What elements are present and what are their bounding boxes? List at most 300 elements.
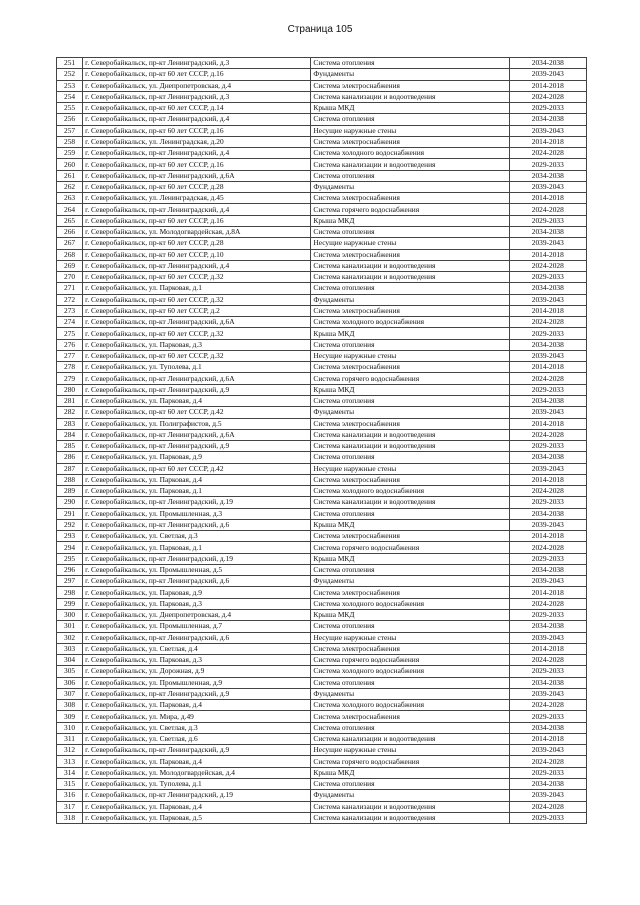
system-cell: Крыша МКД bbox=[311, 553, 509, 564]
period-cell: 2024-2028 bbox=[509, 91, 586, 102]
period-cell: 2024-2028 bbox=[509, 317, 586, 328]
address-cell: г. Северобайкальск, пр-кт Ленинградский, д.6А bbox=[83, 170, 311, 181]
row-number: 290 bbox=[57, 497, 83, 508]
row-number: 297 bbox=[57, 576, 83, 587]
period-cell: 2039-2043 bbox=[509, 463, 586, 474]
period-cell: 2029-2033 bbox=[509, 553, 586, 564]
period-cell: 2014-2018 bbox=[509, 643, 586, 654]
address-cell: г. Северобайкальск, пр-кт 60 лет СССР, д.14 bbox=[83, 103, 311, 114]
address-cell: г. Северобайкальск, ул. Мира, д.49 bbox=[83, 711, 311, 722]
row-number: 277 bbox=[57, 350, 83, 361]
system-cell: Фундаменты bbox=[311, 688, 509, 699]
table-row bbox=[57, 181, 587, 192]
row-number: 313 bbox=[57, 756, 83, 767]
system-cell: Система электроснабжения bbox=[311, 249, 509, 260]
table-row bbox=[57, 610, 587, 621]
system-cell: Система отопления bbox=[311, 621, 509, 632]
system-cell: Система канализации и водоотведения bbox=[311, 91, 509, 102]
row-number: 303 bbox=[57, 643, 83, 654]
table-row bbox=[57, 779, 587, 790]
table-row bbox=[57, 486, 587, 497]
row-number: 299 bbox=[57, 598, 83, 609]
address-cell: г. Северобайкальск, ул. Парковая, д.4 bbox=[83, 474, 311, 485]
table-row bbox=[57, 103, 587, 114]
row-number: 273 bbox=[57, 305, 83, 316]
row-number: 314 bbox=[57, 767, 83, 778]
row-number: 276 bbox=[57, 339, 83, 350]
table-row bbox=[57, 238, 587, 249]
address-cell: г. Северобайкальск, пр-кт Ленинградский, д.9 bbox=[83, 745, 311, 756]
period-cell: 2014-2018 bbox=[509, 733, 586, 744]
system-cell: Система электроснабжения bbox=[311, 418, 509, 429]
table-row bbox=[57, 294, 587, 305]
address-cell: г. Северобайкальск, ул. Светлая, д.6 bbox=[83, 733, 311, 744]
system-cell: Система электроснабжения bbox=[311, 474, 509, 485]
row-number: 253 bbox=[57, 80, 83, 91]
system-cell: Крыша МКД bbox=[311, 103, 509, 114]
system-cell: Несущие наружные стены bbox=[311, 350, 509, 361]
address-cell: г. Северобайкальск, ул. Парковая, д.3 bbox=[83, 655, 311, 666]
period-cell: 2024-2028 bbox=[509, 801, 586, 812]
system-cell: Система холодного водоснабжения bbox=[311, 148, 509, 159]
system-cell: Фундаменты bbox=[311, 407, 509, 418]
row-number: 263 bbox=[57, 193, 83, 204]
period-cell: 2014-2018 bbox=[509, 136, 586, 147]
system-cell: Фундаменты bbox=[311, 576, 509, 587]
address-cell: г. Северобайкальск, пр-кт Ленинградский, д.6 bbox=[83, 632, 311, 643]
address-cell: г. Северобайкальск, пр-кт 60 лет СССР, д.16 bbox=[83, 69, 311, 80]
period-cell: 2014-2018 bbox=[509, 531, 586, 542]
system-cell: Фундаменты bbox=[311, 69, 509, 80]
address-cell: г. Северобайкальск, пр-кт 60 лет СССР, д.32 bbox=[83, 350, 311, 361]
table-row bbox=[57, 643, 587, 654]
address-cell: г. Северобайкальск, пр-кт 60 лет СССР, д.16 bbox=[83, 125, 311, 136]
row-number: 285 bbox=[57, 441, 83, 452]
row-number: 264 bbox=[57, 204, 83, 215]
system-cell: Система отопления bbox=[311, 339, 509, 350]
table-row bbox=[57, 508, 587, 519]
address-cell: г. Северобайкальск, ул. Туполева, д.1 bbox=[83, 779, 311, 790]
address-cell: г. Северобайкальск, пр-кт Ленинградский, д.19 bbox=[83, 497, 311, 508]
table-row bbox=[57, 745, 587, 756]
system-cell: Система электроснабжения bbox=[311, 193, 509, 204]
address-cell: г. Северобайкальск, ул. Дорожная, д.9 bbox=[83, 666, 311, 677]
row-number: 286 bbox=[57, 452, 83, 463]
period-cell: 2029-2033 bbox=[509, 159, 586, 170]
system-cell: Фундаменты bbox=[311, 294, 509, 305]
address-cell: г. Северобайкальск, ул. Промышленная, д.5 bbox=[83, 564, 311, 575]
system-cell: Система холодного водоснабжения bbox=[311, 317, 509, 328]
system-cell: Система отопления bbox=[311, 170, 509, 181]
address-cell: г. Северобайкальск, пр-кт 60 лет СССР, д.16 bbox=[83, 215, 311, 226]
table-row bbox=[57, 598, 587, 609]
address-cell: г. Северобайкальск, пр-кт Ленинградский, д.9 bbox=[83, 384, 311, 395]
system-cell: Система канализации и водоотведения bbox=[311, 272, 509, 283]
address-cell: г. Северобайкальск, пр-кт Ленинградский, д.4 bbox=[83, 204, 311, 215]
row-number: 281 bbox=[57, 395, 83, 406]
period-cell: 2029-2033 bbox=[509, 812, 586, 823]
address-cell: г. Северобайкальск, ул. Светлая, д.3 bbox=[83, 531, 311, 542]
address-cell: г. Северобайкальск, ул. Парковая, д.9 bbox=[83, 452, 311, 463]
system-cell: Несущие наружные стены bbox=[311, 632, 509, 643]
table-row bbox=[57, 305, 587, 316]
period-cell: 2024-2028 bbox=[509, 204, 586, 215]
table-body bbox=[57, 58, 587, 824]
address-cell: г. Северобайкальск, ул. Парковая, д.4 bbox=[83, 756, 311, 767]
row-number: 296 bbox=[57, 564, 83, 575]
period-cell: 2039-2043 bbox=[509, 350, 586, 361]
address-cell: г. Северобайкальск, ул. Парковая, д.1 bbox=[83, 283, 311, 294]
row-number: 309 bbox=[57, 711, 83, 722]
address-cell: г. Северобайкальск, ул. Ленинградская, д.45 bbox=[83, 193, 311, 204]
system-cell: Система электроснабжения bbox=[311, 80, 509, 91]
system-cell: Система холодного водоснабжения bbox=[311, 486, 509, 497]
table-row bbox=[57, 519, 587, 530]
period-cell: 2034-2038 bbox=[509, 283, 586, 294]
table-row bbox=[57, 812, 587, 823]
row-number: 317 bbox=[57, 801, 83, 812]
row-number: 269 bbox=[57, 260, 83, 271]
address-cell: г. Северобайкальск, пр-кт 60 лет СССР, д.42 bbox=[83, 463, 311, 474]
table-row bbox=[57, 632, 587, 643]
system-cell: Система отопления bbox=[311, 452, 509, 463]
table-row bbox=[57, 69, 587, 80]
period-cell: 2029-2033 bbox=[509, 441, 586, 452]
address-cell: г. Северобайкальск, ул. Парковая, д.4 bbox=[83, 395, 311, 406]
row-number: 315 bbox=[57, 779, 83, 790]
system-cell: Система отопления bbox=[311, 677, 509, 688]
row-number: 289 bbox=[57, 486, 83, 497]
table-row bbox=[57, 722, 587, 733]
period-cell: 2034-2038 bbox=[509, 677, 586, 688]
period-cell: 2029-2033 bbox=[509, 497, 586, 508]
row-number: 283 bbox=[57, 418, 83, 429]
row-number: 308 bbox=[57, 700, 83, 711]
row-number: 272 bbox=[57, 294, 83, 305]
period-cell: 2029-2033 bbox=[509, 328, 586, 339]
system-cell: Система канализации и водоотведения bbox=[311, 801, 509, 812]
period-cell: 2024-2028 bbox=[509, 756, 586, 767]
period-cell: 2034-2038 bbox=[509, 170, 586, 181]
row-number: 305 bbox=[57, 666, 83, 677]
period-cell: 2029-2033 bbox=[509, 215, 586, 226]
table-row bbox=[57, 350, 587, 361]
address-cell: г. Северобайкальск, ул. Днепропетровская, д.4 bbox=[83, 80, 311, 91]
row-number: 300 bbox=[57, 610, 83, 621]
row-number: 256 bbox=[57, 114, 83, 125]
period-cell: 2039-2043 bbox=[509, 519, 586, 530]
address-cell: г. Северобайкальск, пр-кт Ленинградский, д.19 bbox=[83, 790, 311, 801]
system-cell: Система электроснабжения bbox=[311, 587, 509, 598]
table-row bbox=[57, 170, 587, 181]
period-cell: 2034-2038 bbox=[509, 226, 586, 237]
address-cell: г. Северобайкальск, ул. Молодогвардейская, д.4 bbox=[83, 767, 311, 778]
system-cell: Система горячего водоснабжения bbox=[311, 542, 509, 553]
address-cell: г. Северобайкальск, ул. Ленинградская, д.20 bbox=[83, 136, 311, 147]
row-number: 270 bbox=[57, 272, 83, 283]
row-number: 252 bbox=[57, 69, 83, 80]
address-cell: г. Северобайкальск, пр-кт Ленинградский, д.6 bbox=[83, 519, 311, 530]
address-cell: г. Северобайкальск, ул. Парковая, д.9 bbox=[83, 587, 311, 598]
address-cell: г. Северобайкальск, ул. Парковая, д.3 bbox=[83, 339, 311, 350]
address-cell: г. Северобайкальск, пр-кт 60 лет СССР, д.28 bbox=[83, 238, 311, 249]
period-cell: 2034-2038 bbox=[509, 621, 586, 632]
row-number: 310 bbox=[57, 722, 83, 733]
address-cell: г. Северобайкальск, пр-кт Ленинградский, д.4 bbox=[83, 148, 311, 159]
system-cell: Система горячего водоснабжения bbox=[311, 655, 509, 666]
address-cell: г. Северобайкальск, ул. Парковая, д.4 bbox=[83, 801, 311, 812]
row-number: 254 bbox=[57, 91, 83, 102]
row-number: 275 bbox=[57, 328, 83, 339]
system-cell: Крыша МКД bbox=[311, 610, 509, 621]
address-cell: г. Северобайкальск, пр-кт 60 лет СССР, д.10 bbox=[83, 249, 311, 260]
address-cell: г. Северобайкальск, пр-кт Ленинградский, д.4 bbox=[83, 260, 311, 271]
system-cell: Система отопления bbox=[311, 226, 509, 237]
period-cell: 2014-2018 bbox=[509, 474, 586, 485]
table-row bbox=[57, 395, 587, 406]
period-cell: 2014-2018 bbox=[509, 193, 586, 204]
table-row bbox=[57, 114, 587, 125]
table-row bbox=[57, 328, 587, 339]
table-row bbox=[57, 283, 587, 294]
row-number: 279 bbox=[57, 373, 83, 384]
address-cell: г. Северобайкальск, ул. Промышленная, д.3 bbox=[83, 508, 311, 519]
period-cell: 2014-2018 bbox=[509, 587, 586, 598]
period-cell: 2034-2038 bbox=[509, 114, 586, 125]
system-cell: Система канализации и водоотведения bbox=[311, 429, 509, 440]
address-cell: г. Северобайкальск, пр-кт Ленинградский, д.6А bbox=[83, 429, 311, 440]
table-row bbox=[57, 497, 587, 508]
period-cell: 2014-2018 bbox=[509, 418, 586, 429]
row-number: 255 bbox=[57, 103, 83, 114]
row-number: 293 bbox=[57, 531, 83, 542]
system-cell: Система канализации и водоотведения bbox=[311, 260, 509, 271]
system-cell: Система отопления bbox=[311, 722, 509, 733]
period-cell: 2039-2043 bbox=[509, 69, 586, 80]
address-cell: г. Северобайкальск, ул. Парковая, д.1 bbox=[83, 542, 311, 553]
period-cell: 2014-2018 bbox=[509, 305, 586, 316]
table-row bbox=[57, 790, 587, 801]
period-cell: 2039-2043 bbox=[509, 181, 586, 192]
table-row bbox=[57, 801, 587, 812]
period-cell: 2024-2028 bbox=[509, 429, 586, 440]
address-cell: г. Северобайкальск, пр-кт Ленинградский, д.9 bbox=[83, 441, 311, 452]
address-cell: г. Северобайкальск, ул. Промышленная, д.9 bbox=[83, 677, 311, 688]
address-cell: г. Северобайкальск, пр-кт Ленинградский, д.3 bbox=[83, 58, 311, 69]
address-cell: г. Северобайкальск, пр-кт 60 лет СССР, д.2 bbox=[83, 305, 311, 316]
system-cell: Система холодного водоснабжения bbox=[311, 598, 509, 609]
period-cell: 2034-2038 bbox=[509, 779, 586, 790]
address-cell: г. Северобайкальск, пр-кт Ленинградский, д.19 bbox=[83, 553, 311, 564]
row-number: 295 bbox=[57, 553, 83, 564]
period-cell: 2024-2028 bbox=[509, 700, 586, 711]
address-cell: г. Северобайкальск, пр-кт 60 лет СССР, д.16 bbox=[83, 159, 311, 170]
period-cell: 2039-2043 bbox=[509, 745, 586, 756]
table-row bbox=[57, 587, 587, 598]
period-cell: 2034-2038 bbox=[509, 395, 586, 406]
period-cell: 2034-2038 bbox=[509, 564, 586, 575]
row-number: 311 bbox=[57, 733, 83, 744]
row-number: 268 bbox=[57, 249, 83, 260]
table-row bbox=[57, 767, 587, 778]
row-number: 291 bbox=[57, 508, 83, 519]
system-cell: Система канализации и водоотведения bbox=[311, 159, 509, 170]
row-number: 316 bbox=[57, 790, 83, 801]
system-cell: Крыша МКД bbox=[311, 384, 509, 395]
table-row bbox=[57, 260, 587, 271]
system-cell: Система отопления bbox=[311, 114, 509, 125]
row-number: 288 bbox=[57, 474, 83, 485]
period-cell: 2034-2038 bbox=[509, 452, 586, 463]
period-cell: 2024-2028 bbox=[509, 373, 586, 384]
row-number: 274 bbox=[57, 317, 83, 328]
row-number: 298 bbox=[57, 587, 83, 598]
table-row bbox=[57, 249, 587, 260]
system-cell: Система отопления bbox=[311, 564, 509, 575]
system-cell: Система канализации и водоотведения bbox=[311, 441, 509, 452]
address-cell: г. Северобайкальск, ул. Парковая, д.5 bbox=[83, 812, 311, 823]
row-number: 312 bbox=[57, 745, 83, 756]
address-cell: г. Северобайкальск, ул. Промышленная, д.7 bbox=[83, 621, 311, 632]
row-number: 287 bbox=[57, 463, 83, 474]
period-cell: 2029-2033 bbox=[509, 272, 586, 283]
table-row bbox=[57, 531, 587, 542]
table-row bbox=[57, 542, 587, 553]
table-row bbox=[57, 373, 587, 384]
system-cell: Система электроснабжения bbox=[311, 643, 509, 654]
address-cell: г. Северобайкальск, ул. Парковая, д.1 bbox=[83, 486, 311, 497]
table-row bbox=[57, 384, 587, 395]
period-cell: 2034-2038 bbox=[509, 508, 586, 519]
system-cell: Система холодного водоснабжения bbox=[311, 700, 509, 711]
period-cell: 2029-2033 bbox=[509, 767, 586, 778]
system-cell: Система электроснабжения bbox=[311, 136, 509, 147]
table-row bbox=[57, 553, 587, 564]
row-number: 304 bbox=[57, 655, 83, 666]
period-cell: 2034-2038 bbox=[509, 58, 586, 69]
row-number: 266 bbox=[57, 226, 83, 237]
address-cell: г. Северобайкальск, ул. Молодогвардейская, д.8А bbox=[83, 226, 311, 237]
table-row bbox=[57, 711, 587, 722]
table-row bbox=[57, 655, 587, 666]
period-cell: 2024-2028 bbox=[509, 655, 586, 666]
period-cell: 2034-2038 bbox=[509, 722, 586, 733]
system-cell: Несущие наружные стены bbox=[311, 238, 509, 249]
period-cell: 2039-2043 bbox=[509, 407, 586, 418]
address-cell: г. Северобайкальск, ул. Парковая, д.4 bbox=[83, 700, 311, 711]
table-row bbox=[57, 362, 587, 373]
system-cell: Крыша МКД bbox=[311, 767, 509, 778]
table-row bbox=[57, 159, 587, 170]
system-cell: Система отопления bbox=[311, 58, 509, 69]
system-cell: Крыша МКД bbox=[311, 519, 509, 530]
system-cell: Крыша МКД bbox=[311, 328, 509, 339]
table-row bbox=[57, 148, 587, 159]
system-cell: Фундаменты bbox=[311, 790, 509, 801]
row-number: 292 bbox=[57, 519, 83, 530]
row-number: 271 bbox=[57, 283, 83, 294]
period-cell: 2024-2028 bbox=[509, 542, 586, 553]
table-row bbox=[57, 58, 587, 69]
system-cell: Фундаменты bbox=[311, 181, 509, 192]
row-number: 284 bbox=[57, 429, 83, 440]
row-number: 251 bbox=[57, 58, 83, 69]
row-number: 260 bbox=[57, 159, 83, 170]
period-cell: 2014-2018 bbox=[509, 80, 586, 91]
address-cell: г. Северобайкальск, пр-кт 60 лет СССР, д.32 bbox=[83, 272, 311, 283]
table-row bbox=[57, 136, 587, 147]
period-cell: 2029-2033 bbox=[509, 610, 586, 621]
period-cell: 2029-2033 bbox=[509, 103, 586, 114]
system-cell: Система отопления bbox=[311, 395, 509, 406]
period-cell: 2039-2043 bbox=[509, 294, 586, 305]
row-number: 261 bbox=[57, 170, 83, 181]
table-row bbox=[57, 226, 587, 237]
system-cell: Крыша МКД bbox=[311, 215, 509, 226]
address-cell: г. Северобайкальск, пр-кт 60 лет СССР, д.28 bbox=[83, 181, 311, 192]
table-row bbox=[57, 756, 587, 767]
row-number: 259 bbox=[57, 148, 83, 159]
period-cell: 2039-2043 bbox=[509, 576, 586, 587]
table-row bbox=[57, 407, 587, 418]
period-cell: 2039-2043 bbox=[509, 125, 586, 136]
row-number: 265 bbox=[57, 215, 83, 226]
table-row bbox=[57, 576, 587, 587]
table-row bbox=[57, 564, 587, 575]
system-cell: Система канализации и водоотведения bbox=[311, 812, 509, 823]
period-cell: 2039-2043 bbox=[509, 790, 586, 801]
address-cell: г. Северобайкальск, пр-кт Ленинградский, д.3 bbox=[83, 91, 311, 102]
table-row bbox=[57, 91, 587, 102]
system-cell: Система электроснабжения bbox=[311, 362, 509, 373]
address-cell: г. Северобайкальск, ул. Светлая, д.3 bbox=[83, 722, 311, 733]
system-cell: Система электроснабжения bbox=[311, 531, 509, 542]
row-number: 280 bbox=[57, 384, 83, 395]
table-row bbox=[57, 677, 587, 688]
row-number: 307 bbox=[57, 688, 83, 699]
table-row bbox=[57, 317, 587, 328]
row-number: 294 bbox=[57, 542, 83, 553]
address-cell: г. Северобайкальск, пр-кт 60 лет СССР, д.32 bbox=[83, 328, 311, 339]
address-cell: г. Северобайкальск, ул. Полиграфистов, д.5 bbox=[83, 418, 311, 429]
system-cell: Несущие наружные стены bbox=[311, 745, 509, 756]
table-row bbox=[57, 666, 587, 677]
system-cell: Система горячего водоснабжения bbox=[311, 756, 509, 767]
row-number: 278 bbox=[57, 362, 83, 373]
address-cell: г. Северобайкальск, пр-кт 60 лет СССР, д.42 bbox=[83, 407, 311, 418]
address-cell: г. Северобайкальск, ул. Днепропетровская, д.4 bbox=[83, 610, 311, 621]
period-cell: 2029-2033 bbox=[509, 711, 586, 722]
period-cell: 2024-2028 bbox=[509, 148, 586, 159]
period-cell: 2029-2033 bbox=[509, 666, 586, 677]
address-cell: г. Северобайкальск, ул. Туполева, д.1 bbox=[83, 362, 311, 373]
table-row bbox=[57, 733, 587, 744]
row-number: 302 bbox=[57, 632, 83, 643]
system-cell: Система канализации и водоотведения bbox=[311, 497, 509, 508]
table-row bbox=[57, 125, 587, 136]
row-number: 282 bbox=[57, 407, 83, 418]
address-cell: г. Северобайкальск, пр-кт Ленинградский, д.4 bbox=[83, 114, 311, 125]
system-cell: Система холодного водоснабжения bbox=[311, 666, 509, 677]
system-cell: Система горячего водоснабжения bbox=[311, 373, 509, 384]
table-row bbox=[57, 688, 587, 699]
period-cell: 2014-2018 bbox=[509, 362, 586, 373]
period-cell: 2039-2043 bbox=[509, 632, 586, 643]
system-cell: Система горячего водоснабжения bbox=[311, 204, 509, 215]
registry-table bbox=[56, 57, 587, 824]
table-row bbox=[57, 204, 587, 215]
system-cell: Система канализации и водоотведения bbox=[311, 733, 509, 744]
